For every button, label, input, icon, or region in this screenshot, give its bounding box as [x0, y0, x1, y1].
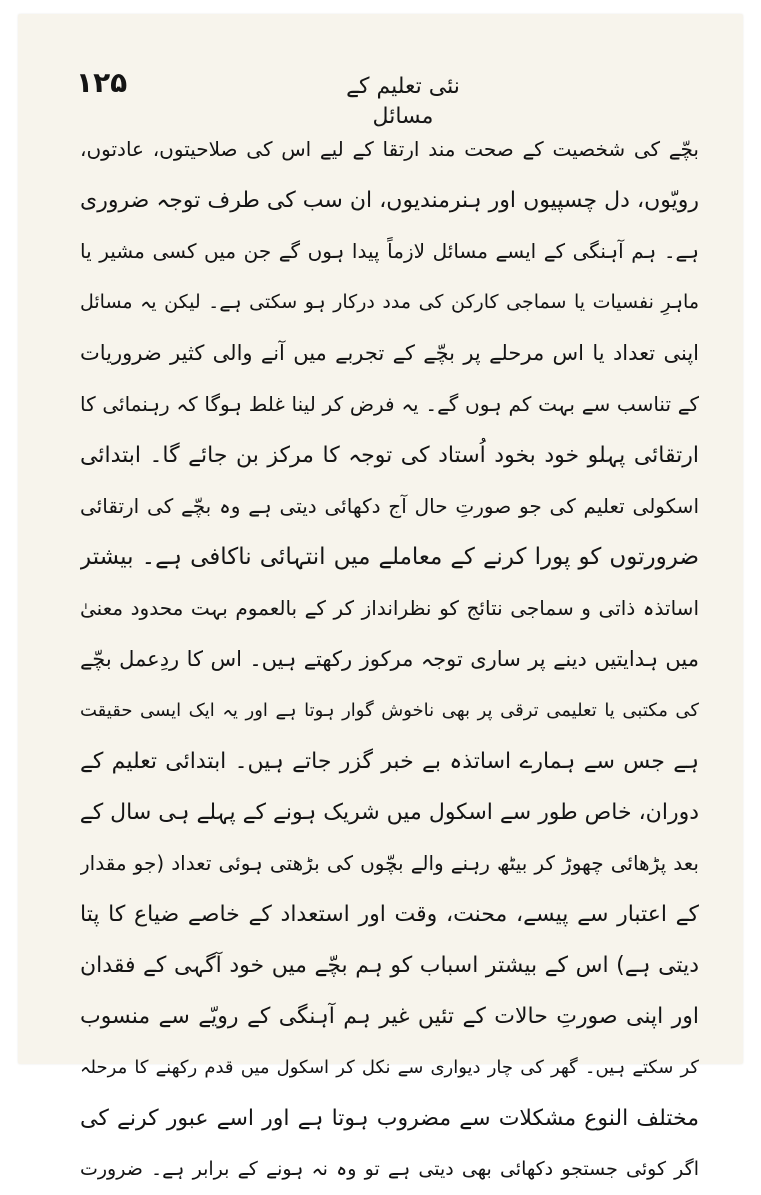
text-line: کی مکتبی یا تعلیمی ترقی پر بھی ناخوش گوار ہوتا ہے اور یہ ایک ایسی حقیقت	[80, 700, 699, 721]
text-line: کر سکتے ہیں۔ گھر کی چار دیواری سے نکل کر اسکول میں قدم رکھنے کا مرحلہ	[80, 1057, 699, 1078]
text-line: کے اعتبار سے پیسے، محنت، وقت اور استعداد کے خاصے ضیاع کا پتا	[80, 902, 699, 927]
text-line: بعد پڑھائی چھوڑ کر بیٹھ رہنے والے بچّوں کی بڑھتی ہوئی تعداد (جو مقدار	[80, 851, 699, 875]
text-line: ماہرِ نفسیات یا سماجی کارکن کی مدد درکار ہو سکتی ہے۔ لیکن یہ مسائل	[80, 291, 699, 313]
text-line: رویّوں، دل چسپیوں اور ہنرمندیوں، ان سب کی طرف توجہ ضروری	[80, 188, 699, 213]
text-line: اگر کوئی جستجو دکھائی بھی دیتی ہے تو وہ نہ ہونے کے برابر ہے۔ ضرورت	[80, 1158, 699, 1180]
book-page	[18, 14, 743, 1180]
text-line: دیتی ہے) اس کے بیشتر اسباب کو ہم بچّے میں خود آگہی کے فقدان	[80, 953, 699, 978]
body-text	[80, 124, 699, 1195]
running-head: نئی تعلیم کے مسائل	[346, 74, 460, 129]
text-line: ہے جس سے ہمارے اساتذہ بے خبر گزر جاتے ہیں۔ ابتدائی تعلیم کے	[80, 749, 699, 774]
text-line: دوران، خاص طور سے اسکول میں شریک ہونے کے پہلے ہی سال کے	[80, 800, 699, 825]
text-line: اپنی تعداد یا اس مرحلے پر بچّے کے تجربے میں آنے والی کثیر ضروریات	[80, 341, 699, 365]
text-line: اساتذہ ذاتی و سماجی نتائج کو نظرانداز کر کے بالعموم بہت محدود معنیٰ	[80, 596, 699, 620]
text-line: ضرورتوں کو پورا کرنے کے معاملے میں انتہائی ناکافی ہے۔ بیشتر	[80, 544, 699, 570]
text-line: کے تناسب سے بہت کم ہوں گے۔ یہ فرض کر لینا غلط ہوگا کہ رہنمائی کا	[80, 392, 699, 416]
text-line: ہے۔ ہم آہنگی کے ایسے مسائل لازماً پیدا ہوں گے جن میں کسی مشیر یا	[80, 239, 699, 263]
text-line: بچّے کی شخصیت کے صحت مند ارتقا کے لیے اس کی صلاحیتوں، عادتوں،	[80, 137, 699, 161]
text-line: اسکولی تعلیم کی جو صورتِ حال آج دکھائی دیتی ہے وہ بچّے کی ارتقائی	[80, 494, 699, 518]
text-line: ارتقائی پہلو خود بخود اُستاد کی توجہ کا مرکز بن جائے گا۔ ابتدائی	[80, 443, 699, 468]
text-line: مختلف النوع مشکلات سے مضروب ہوتا ہے اور اسے عبور کرنے کی	[80, 1106, 699, 1131]
page-number: ۱۲۵	[76, 66, 128, 99]
text-line: میں ہدایتیں دینے پر ساری توجہ مرکوز رکھتے ہیں۔ اس کا ردِعمل بچّے	[80, 647, 699, 671]
text-line: اور اپنی صورتِ حالات کے تئیں غیر ہم آہنگی کے رویّے سے منسوب	[80, 1004, 699, 1029]
